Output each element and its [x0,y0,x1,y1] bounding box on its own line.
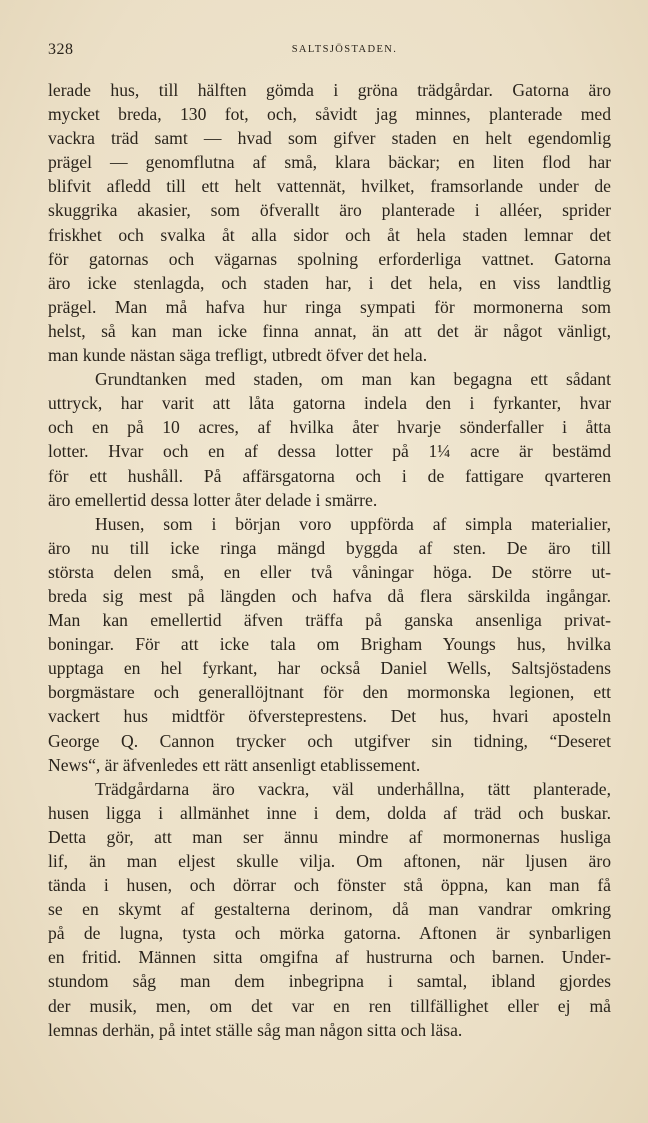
text-line: för gatornas och vägarnas spolning erforderliga vattnet. Gatorna [48,248,611,269]
text-line: prägel. Man må hafva hur ringa sympati för mormonerna som [48,296,611,317]
text-line: äro emellertid dessa lotter åter delade i smärre. [48,489,378,510]
text-line: der musik, men, om det var en ren tillfällighet eller ej må [48,995,611,1016]
text-line: vackra träd samt — hvad som gifver staden en helt egendomlig [48,128,611,149]
page-number: 328 [48,41,74,58]
text-line: stundom såg man dem inbegripna i samtal, ibland gjordes [48,971,611,992]
text-line: äro icke stenlagda, och staden har, i det hela, en viss landtlig [48,272,611,293]
text-line: lerade hus, till hälften gömda i gröna trädgårdar. Gatorna äro [48,80,611,100]
text-line: News“, är äfvenledes ett rätt ansenligt etablissement. [48,754,421,775]
paragraph [48,367,611,512]
paragraph [48,512,611,777]
text-line: lif, än man eljest skulle vilja. Om aftonen, när ljusen äro [48,851,611,871]
text-line: lemnas derhän, på intet ställe såg man någon sitta och läsa. [48,1019,463,1040]
text-line: prägel — genomflutna af små, klara bäckar; en liten flod har [48,152,611,173]
text-line: upptaga en hel fyrkant, har också Daniel Wells, Saltsjöstadens [48,658,611,679]
text-line: friskhet och svalka åt alla sidor och åt hela staden lemnar det [48,224,611,245]
text-line: lotter. Hvar och en af dessa lotter på 1¼ acre är bestämd [48,441,611,462]
text-line: uttryck, har varit att låta gatorna indela den i fyrkanter, hvar [48,393,611,414]
text-line: blifvit afledd till ett helt vattennät, hvilket, framsorlande under de [48,176,611,197]
text-line: och en på 10 acres, af hvilka åter hvarje sönderfaller i åtta [48,417,611,438]
running-title: SALTSJÖSTADEN. [291,44,398,55]
text-line: största delen små, en eller två våningar höga. De större ut- [48,561,611,582]
text-line: på de lugna, tysta och mörka gatorna. Aftonen är synbarligen [48,923,611,944]
text-line: för ett hushåll. På affärsgatorna och i de fattigare qvarteren [48,465,611,486]
text-line: breda sig mest på längden och hafva då flera särskilda ingångar. [48,585,611,606]
paragraph [48,78,611,367]
text-line: mycket breda, 130 fot, och, såvidt jag minnes, planterade med [48,104,611,125]
text-line: husen ligga i allmänhet inne i dem, dolda af träd och buskar. [48,802,611,823]
paragraph [48,777,611,1042]
page-header [48,41,611,63]
text-line: vackert hus midtför öfversteprestens. Det hus, hvari aposteln [48,706,611,727]
text-line: Husen, som i början voro uppförda af simpla materialier, [95,513,611,534]
text-line: en fritid. Männen sitta omgifna af hustrurna och barnen. Under- [48,947,611,968]
text-line: se en skymt af gestalterna derinom, då man vandrar omkring [48,899,611,920]
text-line: skuggrika akasier, som öfverallt äro planterade i alléer, sprider [48,200,611,221]
text-line: äro nu till icke ringa mängd byggda af sten. De äro till [48,537,611,558]
text-line: helst, så kan man icke finna annat, än att det är något vänligt, [48,320,611,341]
text-line: boningar. För att icke tala om Brigham Youngs hus, hvilka [48,634,611,655]
text-line: Detta gör, att man ser ännu mindre af mormonernas husliga [48,826,611,847]
text-line: borgmästare och generallöjtnant för den mormonska legionen, ett [48,682,611,703]
text-line: George Q. Cannon trycker och utgifver sin tidning, “Deseret [48,730,611,751]
text-line: tända i husen, och dörrar och fönster stå öppna, kan man få [48,875,611,896]
body-text [48,78,611,1042]
text-line: Grundtanken med staden, om man kan begagna ett sådant [95,369,611,390]
text-line: Trädgårdarna äro vackra, väl underhållna, tätt planterade, [95,778,611,799]
text-line: Man kan emellertid äfven träffa på ganska ansenliga privat- [48,610,611,631]
text-line: man kunde nästan säga trefligt, utbredt öfver det hela. [48,345,428,366]
